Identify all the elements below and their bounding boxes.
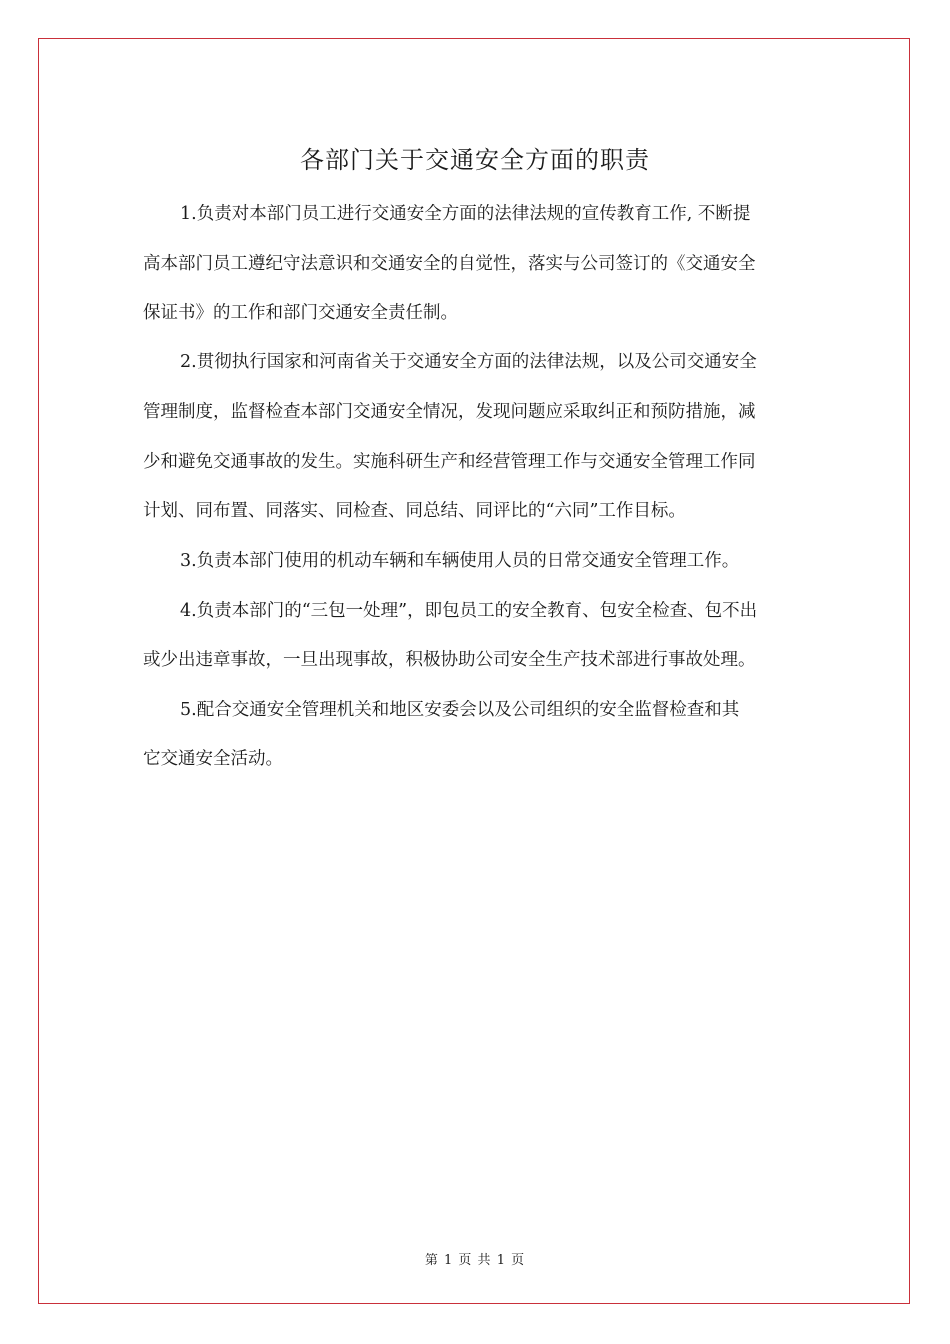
paragraph-1-line-1: 1.负责对本部门员工进行交通安全方面的法律法规的宣传教育工作, 不断提 [180, 204, 751, 224]
paragraph-2-line-2: 管理制度，监督检查本部门交通安全情况，发现问题应采取纠正和预防措施，减 [143, 402, 756, 422]
paragraph-1-line-3: 保证书》的工作和部门交通安全责任制。 [143, 303, 458, 323]
paragraph-5-line-2: 它交通安全活动。 [143, 749, 283, 769]
page-number-footer: 第 1 页 共 1 页 [424, 1253, 526, 1268]
paragraph-2-line-1: 2.贯彻执行国家和河南省关于交通安全方面的法律法规，以及公司交通安全 [180, 352, 757, 372]
paragraph-3-line-1: 3.负责本部门使用的机动车辆和车辆使用人员的日常交通安全管理工作。 [180, 551, 740, 571]
paragraph-5-line-1: 5.配合交通安全管理机关和地区安委会以及公司组织的安全监督检查和其 [180, 700, 740, 720]
paragraph-4-line-1: 4.负责本部门的“三包一处理”，即包员工的安全教育、包安全检查、包不出 [180, 601, 758, 621]
paragraph-2-line-3: 少和避免交通事故的发生。实施科研生产和经营管理工作与交通安全管理工作同 [143, 452, 756, 472]
paragraph-1-line-2: 高本部门员工遵纪守法意识和交通安全的自觉性，落实与公司签订的《交通安全 [143, 254, 756, 274]
document-title: 各部门关于交通安全方面的职责 [300, 146, 650, 174]
paragraph-2-line-4: 计划、同布置、同落实、同检查、同总结、同评比的“六同”工作目标。 [143, 501, 686, 521]
paragraph-4-line-2: 或少出违章事故，一旦出现事故，积极协助公司安全生产技术部进行事故处理。 [143, 650, 756, 670]
